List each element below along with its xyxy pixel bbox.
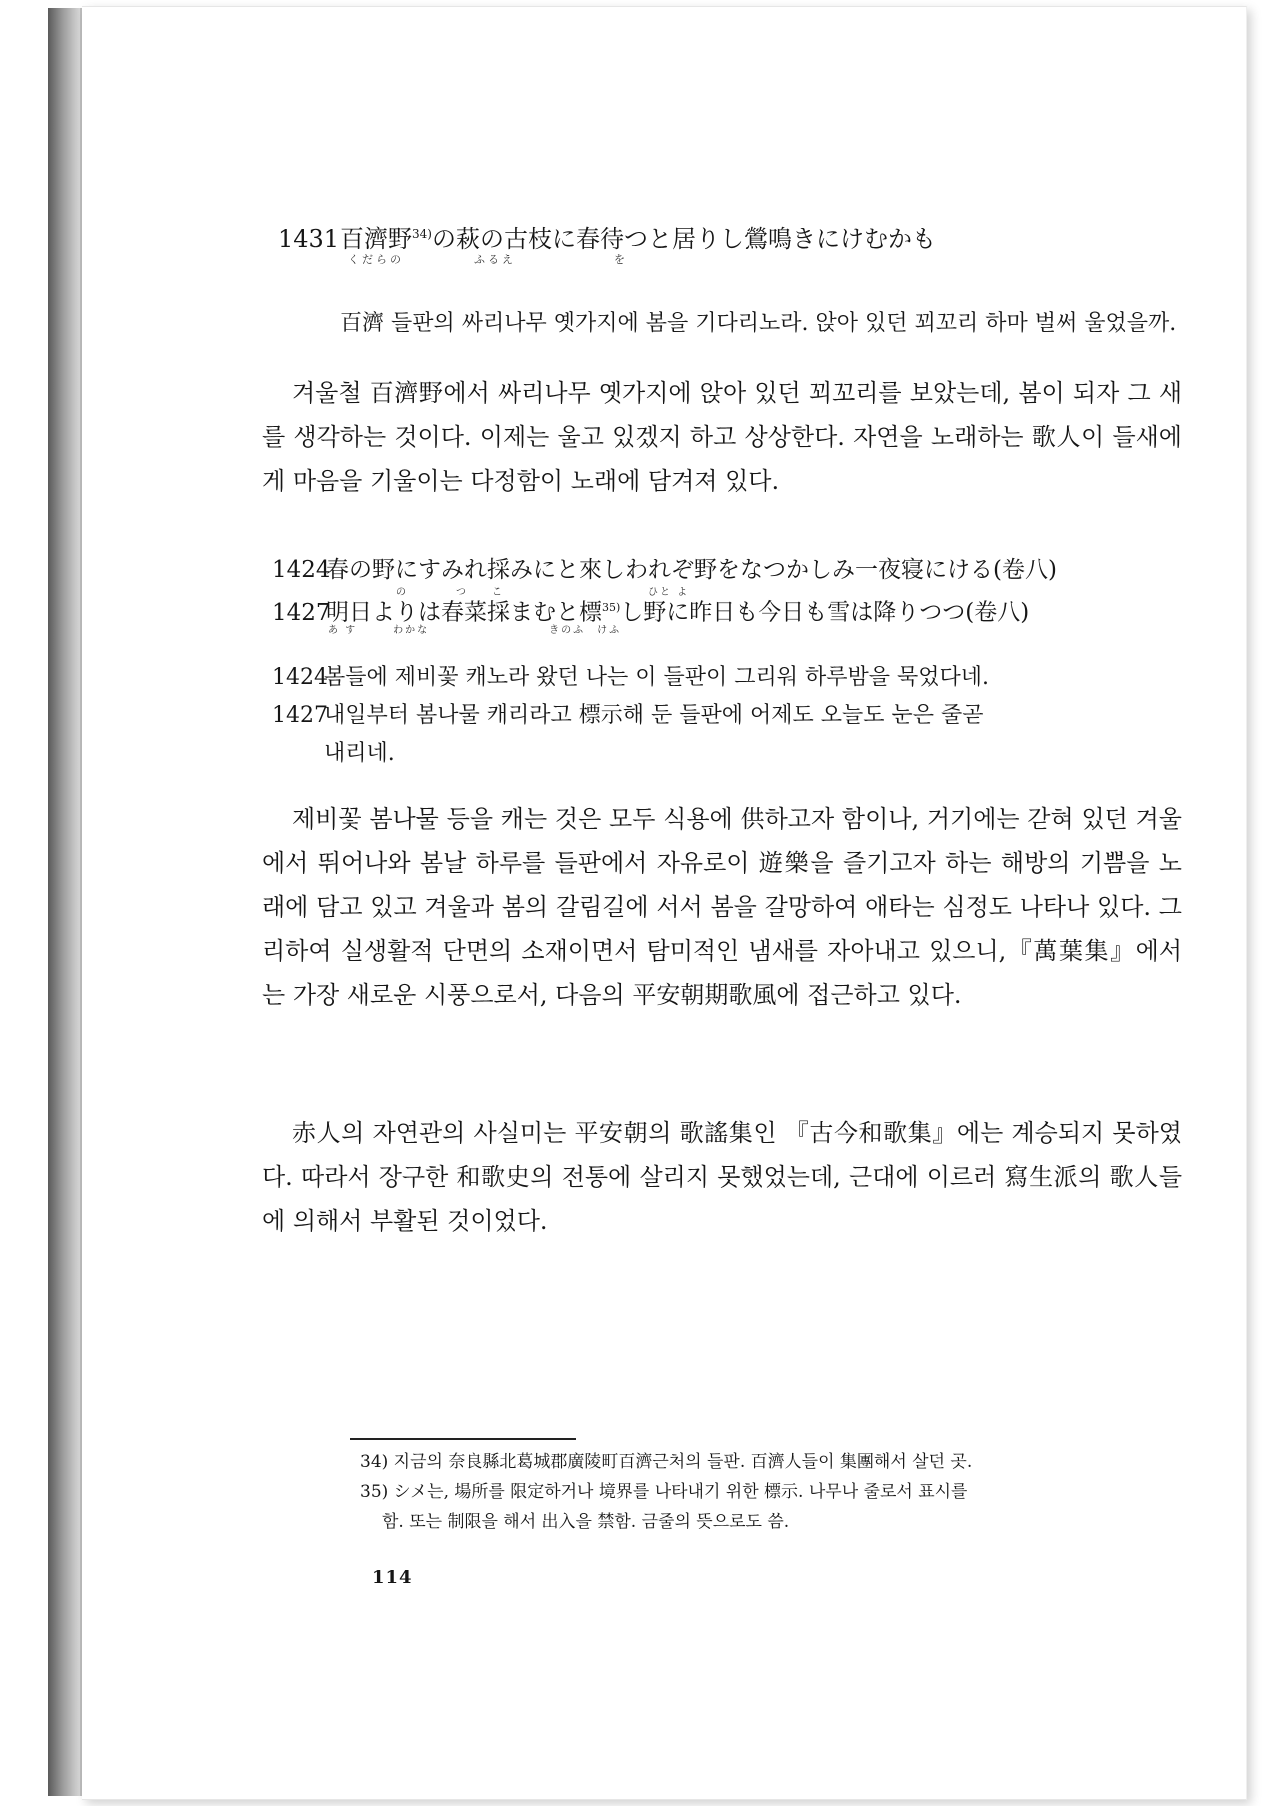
footnotes: [360, 1447, 1180, 1537]
poem-1424-reading: の つ こ ひと よ: [396, 587, 690, 598]
poem-text-part-2: の萩の古枝に春待つと居りし鶯鳴きにけむかも: [431, 225, 936, 253]
translation-number: 1427: [272, 703, 328, 728]
footnote-35-text: 35) シメ는, 場所를 限定하거나 境界를 나타내기 위한 標示. 나무나 줄로서 표시를: [360, 1482, 968, 1502]
translation-number: 1424: [272, 665, 328, 690]
translation-1424: [272, 659, 1182, 697]
translation-text: 봄들에 제비꽃 캐노라 왔던 나는 이 들판이 그리워 하루밤을 묵었다네.: [324, 665, 989, 690]
footnote-ref-34: 34): [412, 227, 432, 241]
footnote-35: [360, 1477, 1180, 1537]
poem-text-part-1: 百濟野: [340, 225, 412, 253]
book-spine-edge: [48, 8, 80, 1796]
poem-1424: [272, 555, 1057, 585]
translation-text: 내일부터 봄나물 캐리라고 標示해 둔 들판에 어제도 오늘도 눈은 줄곧: [324, 703, 984, 728]
poem-1431-reading: くだらの ふるえ を: [348, 253, 628, 266]
poem-number: 1424: [272, 557, 331, 583]
poem-text-part-2: し野に昨日も今日も雪は降りつつ(卷八): [620, 599, 1030, 626]
translation-continuation: 내리네.: [324, 741, 395, 766]
poem-number: 1431: [278, 225, 340, 253]
footnote-35-continuation: 함. 또는 制限을 해서 出入을 禁함. 금줄의 뜻으로도 씀.: [382, 1512, 790, 1532]
footnote-34: 34) 지금의 奈良縣北葛城郡廣陵町百濟근처의 들판. 百濟人들이 集團해서 살던 곳.: [360, 1452, 973, 1472]
poem-text-part-1: 明日よりは春菜採まむと標: [326, 599, 602, 626]
page-number: 114: [372, 1567, 413, 1588]
poem-number: 1427: [272, 599, 331, 626]
book-page: [82, 6, 1247, 1800]
translation-1427: [272, 697, 1182, 773]
poem-1431-translation: 百濟 들판의 싸리나무 옛가지에 봄을 기다리노라. 앉아 있던 꾀꼬리 하마 벌써 울었을까.: [340, 311, 1177, 336]
paragraph-2: 제비꽃 봄나물 등을 캐는 것은 모두 식용에 供하고자 함이나, 거기에는 갇혀 있던 겨울에서 뛰어나와 봄날 하루를 들판에서 자유로이 遊樂을 즐기고자 하는 해방의 기쁨을 노래에 담고 있고 겨울과 봄의 갈림길에 서서 봄을 갈망하여 애타는 심정도 나타나 있다. 그리하여 실생활적 단면의 소재이면서 탐미적인 냄새를 자아내고 있으니,『萬葉集』에서는 가장 새로운 시풍으로서, 다음의 平安朝期歌風에 접근하고 있다.: [262, 805, 1182, 1009]
footnote-rule: [350, 1438, 576, 1440]
poem-1431: [278, 219, 936, 254]
poem-1427-reading: あ す わかな きのふ けふ: [328, 625, 622, 636]
poem-text: 春の野にすみれ採みにと來しわれぞ野をなつかしみ一夜寝にける(卷八): [326, 557, 1057, 583]
footnote-ref-35: 35): [602, 601, 621, 614]
paragraph-3: 赤人의 자연관의 사실미는 平安朝의 歌謠集인 『古今和歌集』에는 계승되지 못하였다. 따라서 장구한 和歌史의 전통에 살리지 못했었는데, 근대에 이르러 寫生派의 歌人들에 의해서 부활된 것이었다.: [262, 1119, 1182, 1235]
page-content: [82, 7, 1246, 1799]
paragraph-1: 겨울철 百濟野에서 싸리나무 옛가지에 앉아 있던 꾀꼬리를 보았는데, 봄이 되자 그 새를 생각하는 것이다. 이제는 울고 있겠지 하고 상상한다. 자연을 노래하는 歌人이 들새에게 마음을 기울이는 다정함이 노래에 담겨져 있다.: [262, 379, 1182, 495]
